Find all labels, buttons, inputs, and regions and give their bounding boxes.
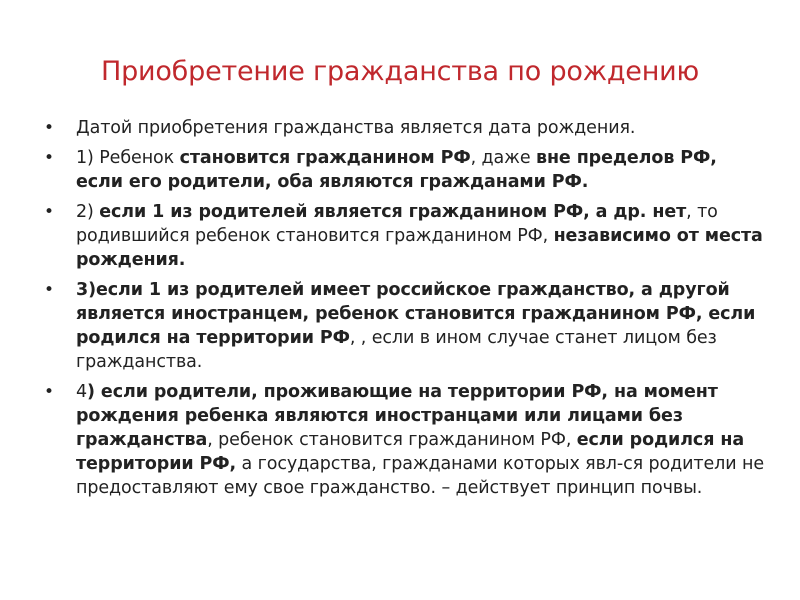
text: , , если в ином случае станет лицом без гражданства. [76, 328, 717, 372]
list-item [44, 146, 764, 194]
bullet-icon: • [44, 280, 54, 300]
bold-text: если 1 из родителей является гражданином РФ, а др. нет [99, 202, 687, 222]
bullet-icon: • [44, 148, 54, 168]
text: , ребенок становится гражданином РФ, [207, 430, 577, 450]
text: , то родившийся ребенок становится гражданином РФ, [76, 202, 718, 246]
bold-text: становится гражданином РФ [179, 148, 471, 168]
text: 1) Ребенок [76, 148, 180, 168]
list-item [44, 116, 764, 140]
text: , даже [470, 148, 536, 168]
text: 2) [76, 202, 100, 222]
bullet-icon: • [44, 118, 54, 138]
list-item [44, 380, 764, 500]
bold-text: ) если родители, проживающие на территории РФ, на момент рождения ребенка являются иностранцами или лицами без гражданства [76, 382, 718, 450]
text: а государства, гражданами которых явл-ся родители не предоставляют ему свое гражданство. – действует принцип почвы. [76, 454, 764, 498]
bullet-icon: • [44, 382, 54, 402]
list-item [44, 200, 764, 272]
slide-title: Приобретение гражданства по рождению [100, 56, 700, 87]
bullet-icon: • [44, 202, 54, 222]
bold-text: если родился на территории РФ, [76, 430, 745, 474]
bold-text: вне пределов РФ, если его родители, оба являются гражданами РФ. [76, 148, 717, 192]
list-item [44, 278, 764, 374]
text: 4 [76, 382, 88, 402]
bold-text: независимо от места рождения. [76, 226, 763, 270]
bullet-list [44, 116, 764, 506]
bold-text: 3)если 1 из родителей имеет российское гражданство, а другой является иностранцем, ребенок становится гражданином РФ, если родился на территории РФ [76, 280, 756, 348]
text: Датой приобретения гражданства является дата рождения. [76, 118, 636, 138]
